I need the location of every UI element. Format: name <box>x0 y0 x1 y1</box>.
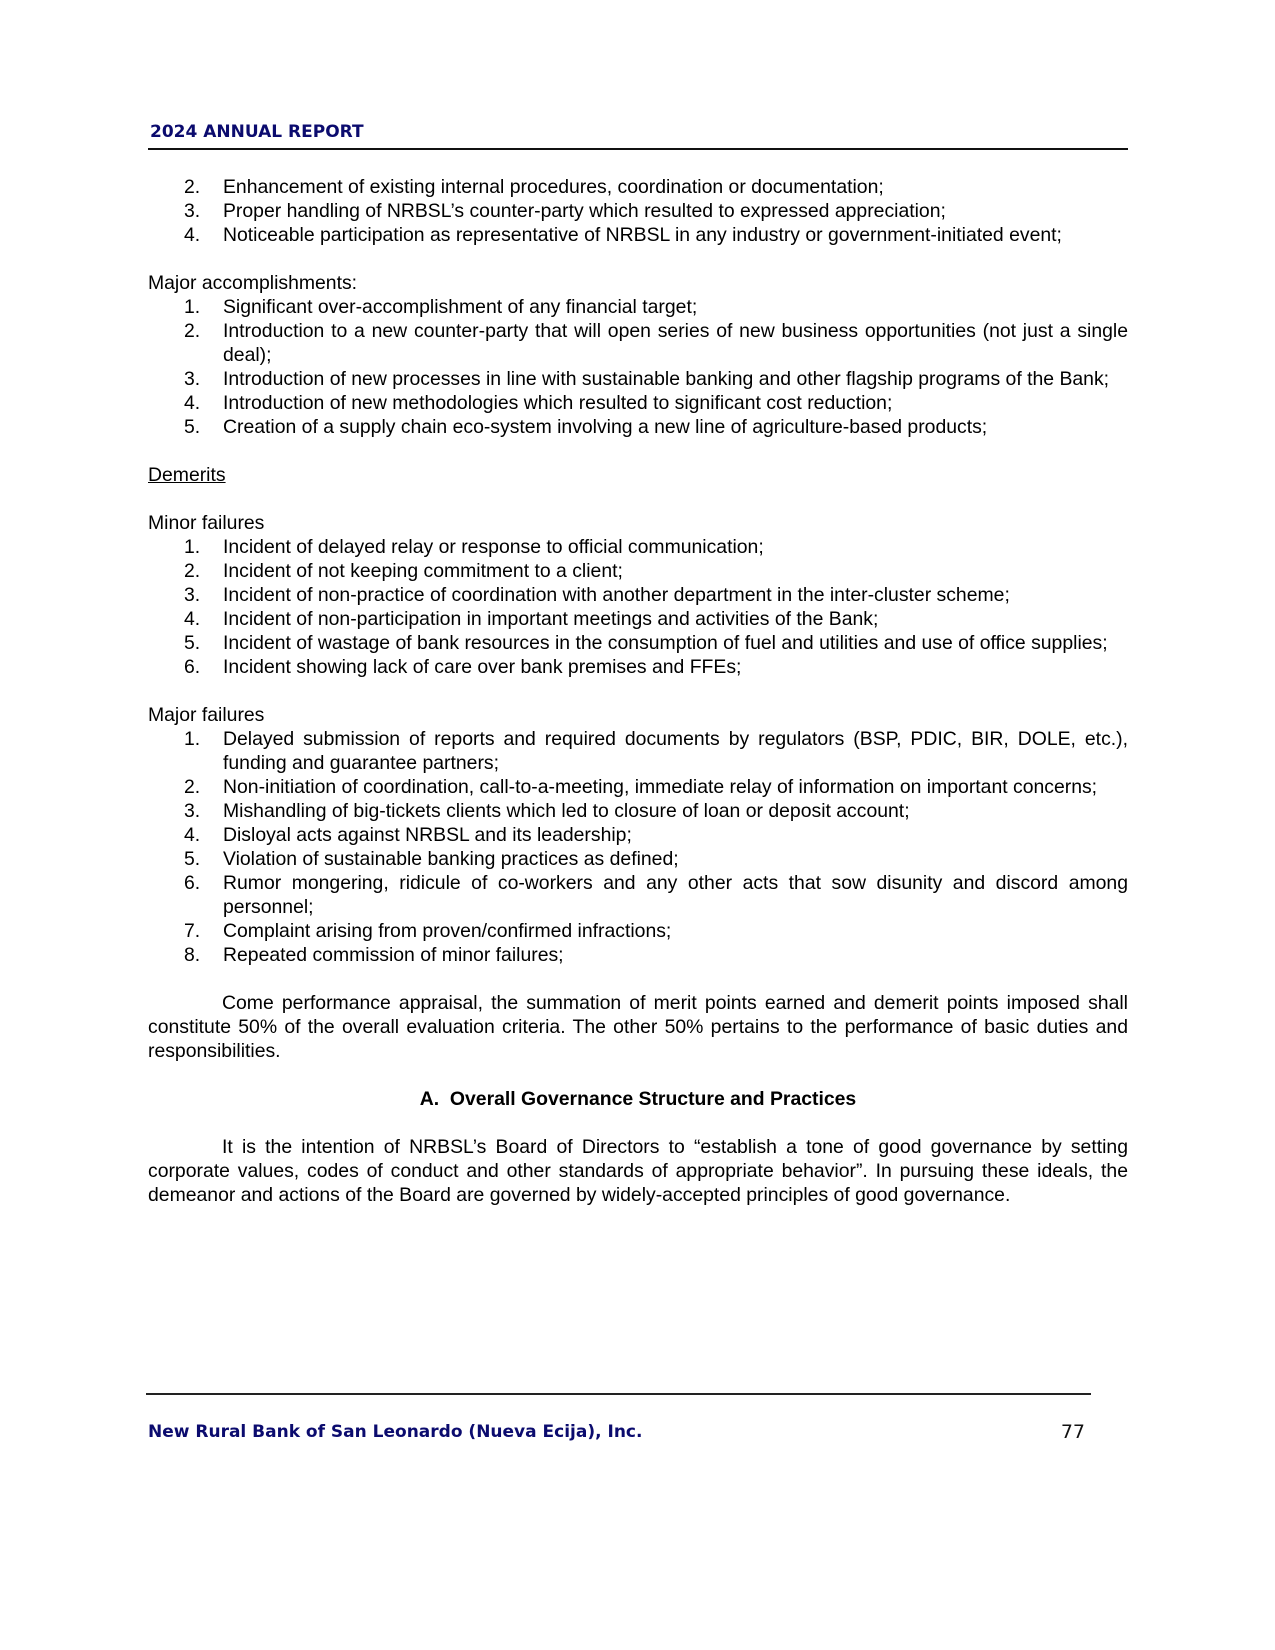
list-text: Incident of non-participation in important meetings and activities of the Bank; <box>223 608 879 630</box>
list-number: 6. <box>184 656 201 678</box>
spacer <box>148 1063 1128 1087</box>
list-text: Non-initiation of coordination, call-to-a-meeting, immediate relay of information on important concerns; <box>223 776 1098 798</box>
list-number: 4. <box>184 224 201 246</box>
list-item <box>148 583 1128 607</box>
merits-list-continued <box>148 175 1128 247</box>
list-text: Disloyal acts against NRBSL and its leadership; <box>223 824 632 846</box>
page-header <box>148 120 1128 150</box>
list-number: 7. <box>184 920 201 942</box>
list-number: 3. <box>184 200 201 222</box>
list-number: 3. <box>184 800 201 822</box>
list-text: Proper handling of NRBSL’s counter-party which resulted to expressed appreciation; <box>223 200 946 222</box>
list-item <box>148 607 1128 631</box>
list-item <box>148 871 1128 919</box>
list-number: 1. <box>184 296 201 318</box>
header-divider <box>148 148 1128 150</box>
list-item <box>148 175 1128 199</box>
list-text: Noticeable participation as representative of NRBSL in any industry or government-initiated event; <box>223 224 1062 246</box>
list-text: Incident of delayed relay or response to official communication; <box>223 536 764 558</box>
list-number: 3. <box>184 368 201 390</box>
list-item <box>148 823 1128 847</box>
list-number: 2. <box>184 320 201 342</box>
list-number: 1. <box>184 536 201 558</box>
spacer <box>148 247 1128 271</box>
list-text: Creation of a supply chain eco-system involving a new line of agriculture-based products; <box>223 416 988 438</box>
list-text: Enhancement of existing internal procedures, coordination or documentation; <box>223 176 884 198</box>
list-text: Introduction to a new counter-party that will open series of new business opportunities (not just a single deal); <box>223 320 1128 366</box>
list-item <box>148 295 1128 319</box>
list-number: 4. <box>184 824 201 846</box>
list-number: 5. <box>184 416 201 438</box>
list-text: Introduction of new methodologies which resulted to significant cost reduction; <box>223 392 893 414</box>
list-number: 8. <box>184 944 201 966</box>
minor-failures-list <box>148 535 1128 679</box>
list-number: 4. <box>184 608 201 630</box>
list-text: Incident of not keeping commitment to a client; <box>223 560 623 582</box>
major-failures-list <box>148 727 1128 967</box>
list-text: Incident of non-practice of coordination with another department in the inter-cluster scheme; <box>223 584 1010 606</box>
major-failures-label: Major failures <box>148 704 265 726</box>
page-footer <box>146 1393 1091 1461</box>
list-item <box>148 391 1128 415</box>
footer-row <box>146 1421 1091 1461</box>
list-text: Rumor mongering, ridicule of co-workers and any other acts that sow disunity and discord among personnel; <box>223 872 1128 918</box>
spacer <box>148 967 1128 991</box>
list-number: 6. <box>184 872 201 894</box>
list-text: Violation of sustainable banking practices as defined; <box>223 848 679 870</box>
appraisal-paragraph: Come performance appraisal, the summation of merit points earned and demerit points imposed shall constitute 50% of the overall evaluation criteria. The other 50% pertains to the performance of basic duties and responsibilities. <box>148 992 1128 1062</box>
major-accomplishments-list <box>148 295 1128 439</box>
list-number: 2. <box>184 776 201 798</box>
list-item <box>148 199 1128 223</box>
list-number: 1. <box>184 728 201 750</box>
spacer <box>148 487 1128 511</box>
spacer <box>148 1111 1128 1135</box>
list-number: 2. <box>184 560 201 582</box>
minor-failures-label: Minor failures <box>148 512 265 534</box>
demerits-heading: Demerits <box>148 464 226 486</box>
list-number: 2. <box>184 176 201 198</box>
spacer <box>148 439 1128 463</box>
list-item <box>148 319 1128 367</box>
list-item <box>148 655 1128 679</box>
list-item <box>148 943 1128 967</box>
list-item <box>148 415 1128 439</box>
major-accomplishments-label: Major accomplishments: <box>148 272 358 294</box>
list-item <box>148 223 1128 247</box>
list-number: 3. <box>184 584 201 606</box>
governance-paragraph: It is the intention of NRBSL’s Board of Directors to “establish a tone of good governance by setting corporate values, codes of conduct and other standards of appropriate behavior”. In pursuing these ideals, the demeanor and actions of the Board are governed by widely-accepted principles of good governance. <box>148 1136 1128 1206</box>
list-text: Incident of wastage of bank resources in the consumption of fuel and utilities and use of office supplies; <box>223 632 1108 654</box>
list-item <box>148 799 1128 823</box>
list-item <box>148 535 1128 559</box>
list-item <box>148 559 1128 583</box>
page-content <box>148 175 1128 1207</box>
list-item <box>148 775 1128 799</box>
spacer <box>148 679 1128 703</box>
section-a-heading: A. Overall Governance Structure and Practices <box>419 1088 857 1110</box>
list-text: Significant over-accomplishment of any financial target; <box>223 296 698 318</box>
list-number: 4. <box>184 392 201 414</box>
list-number: 5. <box>184 632 201 654</box>
page-number: 77 <box>1060 1421 1085 1443</box>
list-item <box>148 727 1128 775</box>
report-title: 2024 ANNUAL REPORT <box>150 122 364 142</box>
organization-name: New Rural Bank of San Leonardo (Nueva Ecija), Inc. <box>148 1422 643 1442</box>
list-text: Mishandling of big-tickets clients which led to closure of loan or deposit account; <box>223 800 910 822</box>
list-text: Incident showing lack of care over bank premises and FFEs; <box>223 656 742 678</box>
list-text: Introduction of new processes in line with sustainable banking and other flagship programs of the Bank; <box>223 368 1110 390</box>
list-item <box>148 367 1128 391</box>
list-text: Complaint arising from proven/confirmed infractions; <box>223 920 672 942</box>
footer-divider <box>146 1393 1091 1395</box>
list-text: Delayed submission of reports and required documents by regulators (BSP, PDIC, BIR, DOLE, etc.), funding and guarantee partners; <box>223 728 1128 774</box>
list-item <box>148 919 1128 943</box>
list-item <box>148 631 1128 655</box>
list-number: 5. <box>184 848 201 870</box>
list-text: Repeated commission of minor failures; <box>223 944 564 966</box>
list-item <box>148 847 1128 871</box>
